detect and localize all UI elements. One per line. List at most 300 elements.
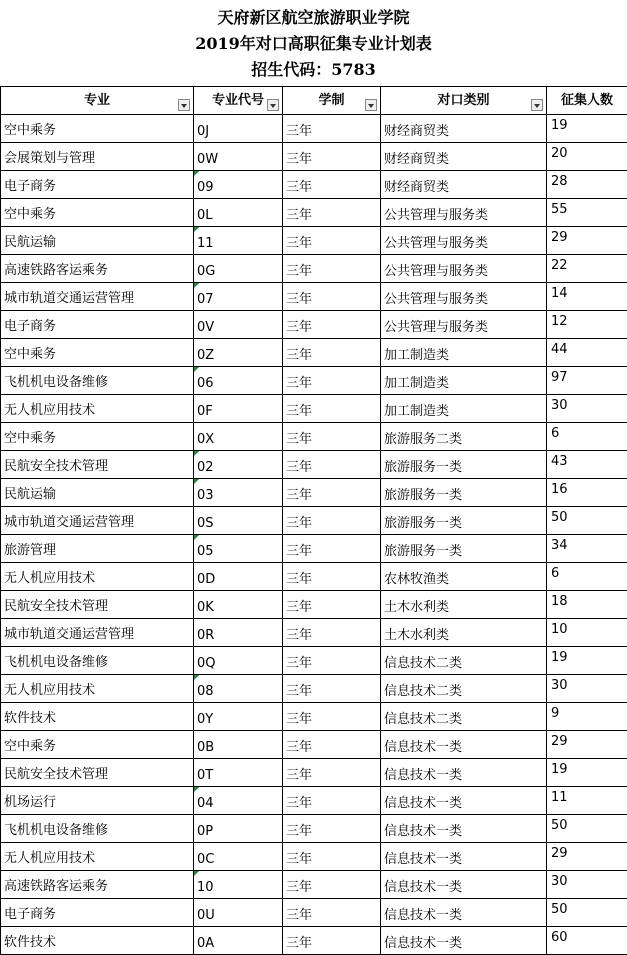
code-cell[interactable] [194, 283, 283, 311]
category-cell[interactable] [381, 227, 547, 255]
table-row [1, 339, 627, 367]
category-cell[interactable] [381, 563, 547, 591]
length-cell[interactable] [283, 815, 381, 843]
code-cell[interactable] [194, 759, 283, 787]
code-cell[interactable] [194, 535, 283, 563]
category-cell-text: 加工制造类 [384, 376, 450, 391]
major-cell-text: 电子商务 [4, 907, 57, 922]
length-cell[interactable] [283, 143, 381, 171]
count-cell[interactable] [547, 619, 627, 647]
table-row [1, 591, 627, 619]
length-cell[interactable] [283, 563, 381, 591]
category-cell[interactable] [381, 787, 547, 815]
major-cell[interactable] [1, 703, 194, 731]
filter-dropdown-icon[interactable] [267, 99, 279, 111]
column-header-label: 对口类别 [437, 93, 490, 108]
count-cell[interactable] [547, 507, 627, 535]
category-cell-text: 公共管理与服务类 [384, 236, 489, 251]
count-cell[interactable] [547, 423, 627, 451]
count-cell[interactable] [547, 339, 627, 367]
length-cell[interactable] [283, 451, 381, 479]
category-cell[interactable] [381, 871, 547, 899]
category-cell-text: 公共管理与服务类 [384, 320, 489, 335]
category-cell[interactable] [381, 703, 547, 731]
category-cell[interactable] [381, 311, 547, 339]
code-cell-text: 0B [197, 740, 215, 755]
major-cell[interactable] [1, 171, 194, 199]
count-cell[interactable] [547, 927, 627, 955]
category-cell-text: 加工制造类 [384, 404, 450, 419]
major-cell-text: 城市轨道交通运营管理 [4, 627, 135, 642]
length-cell-text: 三年 [286, 628, 313, 643]
major-cell[interactable] [1, 395, 194, 423]
count-cell[interactable] [547, 591, 627, 619]
category-cell-text: 公共管理与服务类 [384, 264, 489, 279]
length-cell[interactable] [283, 787, 381, 815]
table-row [1, 563, 627, 591]
major-cell-text: 无人机应用技术 [4, 851, 96, 866]
length-cell[interactable] [283, 479, 381, 507]
category-cell-text: 财经商贸类 [384, 152, 450, 167]
major-cell-text: 民航安全技术管理 [4, 599, 109, 614]
code-cell[interactable] [194, 563, 283, 591]
count-cell[interactable] [547, 703, 627, 731]
major-cell[interactable] [1, 479, 194, 507]
code-cell-text: 03 [197, 488, 214, 503]
column-header-label: 征集人数 [560, 93, 613, 108]
category-cell[interactable] [381, 843, 547, 871]
count-cell-text: 12 [551, 314, 568, 329]
count-cell-text: 97 [551, 370, 568, 385]
length-cell[interactable] [283, 171, 381, 199]
code-cell-text: 0U [197, 908, 215, 923]
length-cell-text: 三年 [286, 852, 313, 867]
length-cell-text: 三年 [286, 600, 313, 615]
category-cell[interactable] [381, 367, 547, 395]
count-cell[interactable] [547, 871, 627, 899]
count-cell[interactable] [547, 759, 627, 787]
length-cell-text: 三年 [286, 712, 313, 727]
length-cell[interactable] [283, 591, 381, 619]
length-cell[interactable] [283, 899, 381, 927]
category-cell-text: 信息技术一类 [384, 796, 463, 811]
count-cell-text: 10 [551, 622, 568, 637]
category-cell[interactable] [381, 479, 547, 507]
major-cell[interactable] [1, 199, 194, 227]
major-cell[interactable] [1, 451, 194, 479]
length-cell-text: 三年 [286, 348, 313, 363]
category-cell[interactable] [381, 423, 547, 451]
major-cell-text: 机场运行 [4, 795, 57, 810]
code-cell[interactable] [194, 787, 283, 815]
length-cell-text: 三年 [286, 432, 313, 447]
table-row [1, 255, 627, 283]
length-cell[interactable] [283, 703, 381, 731]
filter-dropdown-icon[interactable] [365, 99, 377, 111]
table-row [1, 647, 627, 675]
length-cell[interactable] [283, 367, 381, 395]
major-cell[interactable] [1, 535, 194, 563]
category-cell-text: 信息技术一类 [384, 768, 463, 783]
category-cell-text: 信息技术一类 [384, 852, 463, 867]
header-row [1, 87, 627, 115]
code-cell[interactable] [194, 227, 283, 255]
table-row [1, 787, 627, 815]
code-cell[interactable] [194, 815, 283, 843]
code-cell[interactable] [194, 451, 283, 479]
length-cell[interactable] [283, 311, 381, 339]
category-cell[interactable] [381, 115, 547, 143]
category-cell-text: 信息技术一类 [384, 908, 463, 923]
major-cell-text: 无人机应用技术 [4, 403, 96, 418]
major-cell-text: 会展策划与管理 [4, 151, 96, 166]
major-cell-text: 空中乘务 [4, 347, 57, 362]
length-cell[interactable] [283, 647, 381, 675]
count-cell-text: 14 [551, 286, 568, 301]
length-cell[interactable] [283, 759, 381, 787]
major-cell[interactable] [1, 871, 194, 899]
category-cell[interactable] [381, 675, 547, 703]
major-cell[interactable] [1, 563, 194, 591]
code-cell[interactable] [194, 479, 283, 507]
major-cell-text: 飞机机电设备维修 [4, 655, 109, 670]
category-cell[interactable] [381, 171, 547, 199]
column-header-label: 专业 [83, 93, 110, 108]
count-cell-text: 44 [551, 342, 568, 357]
major-cell-text: 软件技术 [4, 711, 57, 726]
code-cell[interactable] [194, 731, 283, 759]
category-cell-text: 旅游服务一类 [384, 460, 463, 475]
category-cell-text: 信息技术一类 [384, 880, 463, 895]
category-cell[interactable] [381, 143, 547, 171]
table-row [1, 367, 627, 395]
major-cell[interactable] [1, 143, 194, 171]
count-cell-text: 19 [551, 118, 568, 133]
length-cell-text: 三年 [286, 768, 313, 783]
count-cell[interactable] [547, 647, 627, 675]
major-cell[interactable] [1, 647, 194, 675]
length-cell-text: 三年 [286, 208, 313, 223]
category-cell[interactable] [381, 927, 547, 955]
major-cell-text: 飞机机电设备维修 [4, 375, 109, 390]
major-cell[interactable] [1, 731, 194, 759]
code-cell[interactable] [194, 367, 283, 395]
count-cell-text: 34 [551, 538, 568, 553]
major-cell-text: 民航安全技术管理 [4, 767, 109, 782]
code-cell[interactable] [194, 255, 283, 283]
count-cell[interactable] [547, 227, 627, 255]
code-cell[interactable] [194, 395, 283, 423]
code-cell-text: 09 [197, 180, 214, 195]
count-cell-text: 16 [551, 482, 568, 497]
count-cell[interactable] [547, 731, 627, 759]
code-cell[interactable] [194, 703, 283, 731]
count-cell[interactable] [547, 787, 627, 815]
count-cell-text: 19 [551, 762, 568, 777]
plan-title: 2019年对口高职征集专业计划表 [195, 34, 432, 53]
code-cell-text: 0K [197, 600, 214, 615]
length-cell[interactable] [283, 871, 381, 899]
code-cell-text: 0P [197, 824, 214, 839]
table-row [1, 899, 627, 927]
length-cell-text: 三年 [286, 824, 313, 839]
category-cell-text: 土木水利类 [384, 628, 450, 643]
filter-dropdown-icon[interactable] [178, 99, 190, 111]
major-cell[interactable] [1, 255, 194, 283]
code-cell[interactable] [194, 927, 283, 955]
sheet-header [0, 0, 627, 86]
code-cell-text: 08 [197, 684, 214, 699]
major-cell-text: 飞机机电设备维修 [4, 823, 109, 838]
category-cell-text: 公共管理与服务类 [384, 292, 489, 307]
code-cell[interactable] [194, 619, 283, 647]
count-cell[interactable] [547, 283, 627, 311]
count-cell-text: 50 [551, 902, 568, 917]
major-cell-text: 民航运输 [4, 487, 57, 502]
column-header-category[interactable] [381, 87, 547, 115]
category-cell-text: 旅游服务一类 [384, 488, 463, 503]
table-row [1, 535, 627, 563]
major-cell[interactable] [1, 927, 194, 955]
major-cell-text: 旅游管理 [4, 543, 57, 558]
category-cell-text: 信息技术一类 [384, 740, 463, 755]
major-cell[interactable] [1, 843, 194, 871]
category-cell[interactable] [381, 759, 547, 787]
column-header-code[interactable] [194, 87, 283, 115]
code-cell-text: 0C [197, 852, 215, 867]
length-cell[interactable] [283, 283, 381, 311]
filter-dropdown-icon[interactable] [531, 99, 543, 111]
table-row [1, 143, 627, 171]
count-cell[interactable] [547, 815, 627, 843]
length-cell-text: 三年 [286, 292, 313, 307]
length-cell[interactable] [283, 115, 381, 143]
major-cell-text: 高速铁路客运乘务 [4, 263, 109, 278]
major-cell-text: 无人机应用技术 [4, 683, 96, 698]
table-row [1, 199, 627, 227]
length-cell[interactable] [283, 927, 381, 955]
major-cell[interactable] [1, 227, 194, 255]
table-row [1, 675, 627, 703]
category-cell-text: 土木水利类 [384, 600, 450, 615]
count-cell-text: 30 [551, 874, 568, 889]
count-cell[interactable] [547, 143, 627, 171]
code-cell-text: 0J [197, 124, 210, 139]
length-cell-text: 三年 [286, 572, 313, 587]
count-cell[interactable] [547, 367, 627, 395]
table-row [1, 171, 627, 199]
count-cell[interactable] [547, 395, 627, 423]
major-cell[interactable] [1, 367, 194, 395]
length-cell[interactable] [283, 675, 381, 703]
table-row [1, 311, 627, 339]
code-cell[interactable] [194, 311, 283, 339]
table-row [1, 703, 627, 731]
category-cell[interactable] [381, 507, 547, 535]
major-cell-text: 民航运输 [4, 235, 57, 250]
major-cell[interactable] [1, 675, 194, 703]
code-cell[interactable] [194, 647, 283, 675]
code-cell[interactable] [194, 675, 283, 703]
major-cell[interactable] [1, 591, 194, 619]
count-cell-text: 55 [551, 202, 568, 217]
major-cell-text: 高速铁路客运乘务 [4, 879, 109, 894]
length-cell[interactable] [283, 423, 381, 451]
code-cell[interactable] [194, 143, 283, 171]
code-cell[interactable] [194, 115, 283, 143]
major-cell[interactable] [1, 759, 194, 787]
category-cell[interactable] [381, 815, 547, 843]
column-header-major[interactable] [1, 87, 194, 115]
enrollment-code: 招生代码：5783 [251, 60, 376, 79]
major-cell[interactable] [1, 283, 194, 311]
length-cell-text: 三年 [286, 740, 313, 755]
category-cell-text: 旅游服务一类 [384, 544, 463, 559]
major-cell-text: 电子商务 [4, 319, 57, 334]
count-cell[interactable] [547, 255, 627, 283]
table-row [1, 423, 627, 451]
count-cell-text: 60 [551, 930, 568, 945]
column-header-count[interactable] [547, 87, 627, 115]
category-cell[interactable] [381, 395, 547, 423]
count-cell-text: 43 [551, 454, 568, 469]
count-cell[interactable] [547, 311, 627, 339]
code-cell[interactable] [194, 507, 283, 535]
major-cell-text: 城市轨道交通运营管理 [4, 515, 135, 530]
category-cell-text: 公共管理与服务类 [384, 208, 489, 223]
category-cell[interactable] [381, 647, 547, 675]
length-cell-text: 三年 [286, 880, 313, 895]
code-cell[interactable] [194, 199, 283, 227]
category-cell[interactable] [381, 255, 547, 283]
code-cell-text: 0S [197, 516, 214, 531]
major-cell[interactable] [1, 507, 194, 535]
code-cell-text: 07 [197, 292, 214, 307]
table-row [1, 395, 627, 423]
length-cell-text: 三年 [286, 656, 313, 671]
count-cell[interactable] [547, 843, 627, 871]
length-cell-text: 三年 [286, 180, 313, 195]
major-cell[interactable] [1, 339, 194, 367]
count-cell[interactable] [547, 115, 627, 143]
count-cell[interactable] [547, 451, 627, 479]
code-cell-text: 06 [197, 376, 214, 391]
length-cell[interactable] [283, 395, 381, 423]
code-cell[interactable] [194, 843, 283, 871]
category-cell[interactable] [381, 339, 547, 367]
count-cell[interactable] [547, 675, 627, 703]
major-cell-text: 民航安全技术管理 [4, 459, 109, 474]
code-cell-text: 02 [197, 460, 214, 475]
table-row [1, 283, 627, 311]
table-row [1, 927, 627, 955]
table-row [1, 507, 627, 535]
table-row [1, 843, 627, 871]
major-cell[interactable] [1, 899, 194, 927]
table-row [1, 479, 627, 507]
count-cell[interactable] [547, 171, 627, 199]
code-cell-text: 10 [197, 880, 214, 895]
length-cell[interactable] [283, 339, 381, 367]
count-cell[interactable] [547, 479, 627, 507]
code-cell[interactable] [194, 339, 283, 367]
major-cell[interactable] [1, 311, 194, 339]
category-cell[interactable] [381, 899, 547, 927]
code-cell-text: 05 [197, 544, 214, 559]
count-cell-text: 18 [551, 594, 568, 609]
category-cell[interactable] [381, 619, 547, 647]
category-cell[interactable] [381, 535, 547, 563]
school-name: 天府新区航空旅游职业学院 [217, 8, 410, 27]
code-cell-text: 04 [197, 796, 214, 811]
count-cell[interactable] [547, 563, 627, 591]
length-cell[interactable] [283, 199, 381, 227]
category-cell-text: 信息技术二类 [384, 712, 463, 727]
length-cell-text: 三年 [286, 544, 313, 559]
count-cell-text: 29 [551, 734, 568, 749]
count-cell[interactable] [547, 535, 627, 563]
length-cell[interactable] [283, 227, 381, 255]
major-cell[interactable] [1, 787, 194, 815]
column-header-length[interactable] [283, 87, 381, 115]
table-row [1, 815, 627, 843]
major-cell[interactable] [1, 115, 194, 143]
category-cell[interactable] [381, 591, 547, 619]
code-cell[interactable] [194, 423, 283, 451]
table-row [1, 731, 627, 759]
length-cell[interactable] [283, 731, 381, 759]
length-cell[interactable] [283, 255, 381, 283]
count-cell[interactable] [547, 199, 627, 227]
category-cell[interactable] [381, 283, 547, 311]
length-cell[interactable] [283, 507, 381, 535]
category-cell-text: 信息技术一类 [384, 936, 463, 951]
count-cell-text: 22 [551, 258, 568, 273]
code-cell[interactable] [194, 591, 283, 619]
code-cell[interactable] [194, 171, 283, 199]
table-row [1, 871, 627, 899]
code-cell[interactable] [194, 871, 283, 899]
category-cell-text: 旅游服务二类 [384, 432, 463, 447]
count-cell-text: 30 [551, 398, 568, 413]
count-cell[interactable] [547, 899, 627, 927]
length-cell[interactable] [283, 843, 381, 871]
major-cell[interactable] [1, 423, 194, 451]
major-cell[interactable] [1, 619, 194, 647]
count-cell-text: 19 [551, 650, 568, 665]
major-cell-text: 软件技术 [4, 935, 57, 950]
column-header-label: 专业代号 [211, 93, 264, 108]
category-cell[interactable] [381, 451, 547, 479]
code-cell-text: 0G [197, 264, 216, 279]
code-cell[interactable] [194, 899, 283, 927]
length-cell-text: 三年 [286, 236, 313, 251]
length-cell[interactable] [283, 619, 381, 647]
category-cell-text: 信息技术一类 [384, 824, 463, 839]
category-cell-text: 农林牧渔类 [384, 572, 450, 587]
category-cell[interactable] [381, 199, 547, 227]
major-cell-text: 城市轨道交通运营管理 [4, 291, 135, 306]
category-cell[interactable] [381, 731, 547, 759]
code-cell-text: 0T [197, 768, 214, 783]
code-cell-text: 11 [197, 236, 214, 251]
major-cell-text: 空中乘务 [4, 431, 57, 446]
count-cell-text: 30 [551, 678, 568, 693]
length-cell[interactable] [283, 535, 381, 563]
major-cell-text: 空中乘务 [4, 739, 57, 754]
length-cell-text: 三年 [286, 152, 313, 167]
major-cell[interactable] [1, 815, 194, 843]
